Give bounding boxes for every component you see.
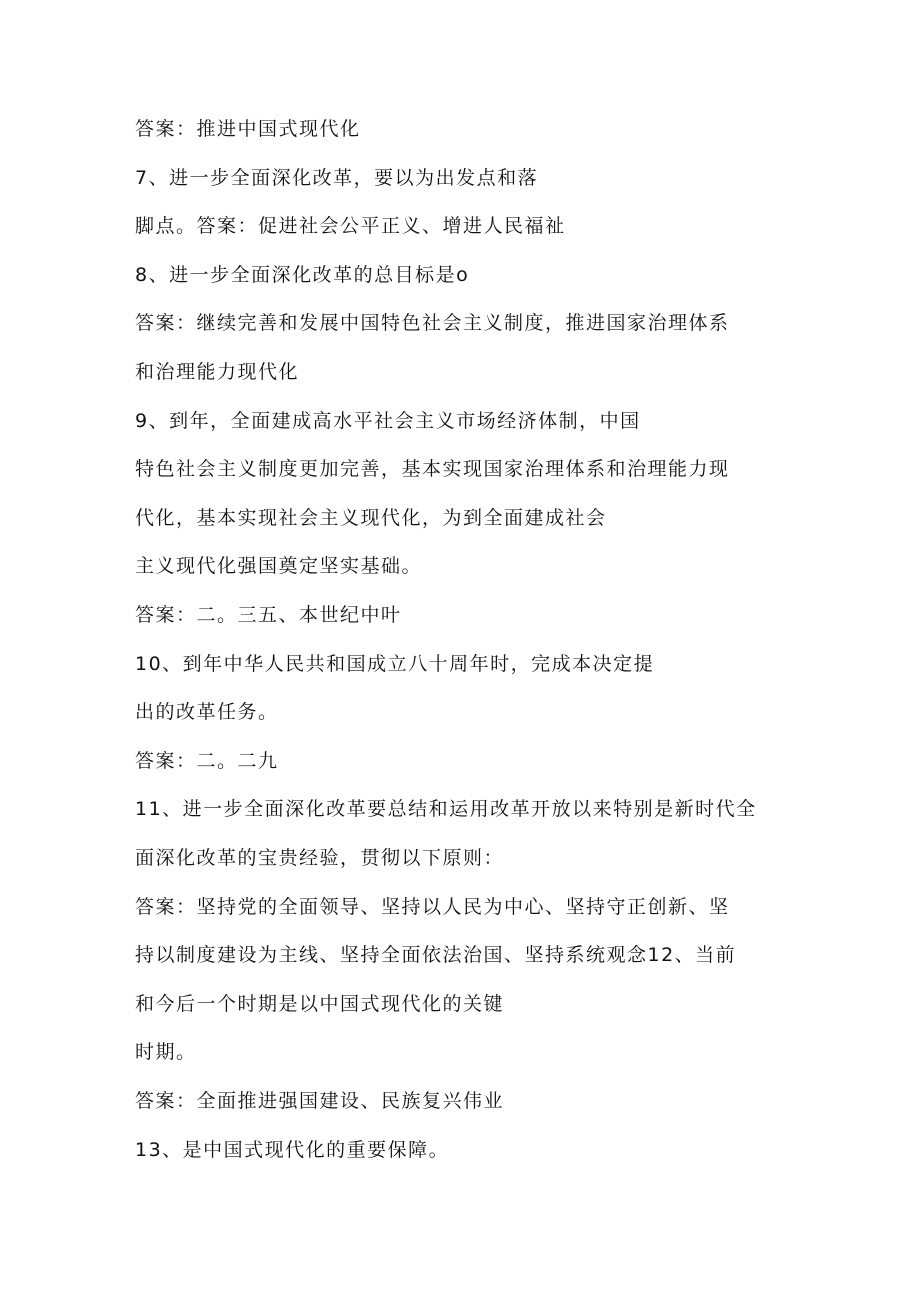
answer-8-cont: 和治理能力现代化 — [135, 361, 300, 383]
question-12-cont: 和今后一个时期是以中国式现代化的关键 — [135, 993, 505, 1015]
question-9-cont-2: 代化，基本实现社会主义现代化，为到全面建成社会 — [135, 507, 607, 529]
question-9: 9、到年，全面建成高水平社会主义市场经济体制，中国 — [135, 410, 641, 432]
question-9-cont-3: 主义现代化强国奠定坚实基础。 — [135, 555, 423, 577]
answer-10: 答案：二。二九 — [135, 750, 279, 772]
question-12-end: 时期。 — [135, 1041, 197, 1063]
question-11-cont: 面深化改革的宝贵经验，贯彻以下原则： — [135, 847, 505, 869]
answer-12: 答案：全面推进强国建设、民族复兴伟业 — [135, 1090, 505, 1112]
question-10-cont: 出的改革任务。 — [135, 701, 279, 723]
answer-11-cont-question-12: 持以制度建设为主线、坚持全面依法治国、坚持系统观念12、当前 — [135, 944, 737, 966]
answer-8: 答案：继续完善和发展中国特色社会主义制度，推进国家治理体系 — [135, 312, 730, 334]
answer-6: 答案：推进中国式现代化 — [135, 118, 361, 140]
question-7-answer: 脚点。答案：促进社会公平正义、增进人民福祉 — [135, 215, 566, 237]
answer-11: 答案：坚持党的全面领导、坚持以人民为中心、坚持守正创新、坚 — [135, 896, 730, 918]
question-8: 8、进一步全面深化改革的总目标是o — [135, 264, 470, 286]
answer-9: 答案：二。三五、本世纪中叶 — [135, 604, 402, 626]
question-10: 10、到年中华人民共和国成立八十周年时，完成本决定提 — [135, 653, 655, 675]
question-9-cont-1: 特色社会主义制度更加完善，基本实现国家治理体系和治理能力现 — [135, 458, 730, 480]
question-7: 7、进一步全面深化改革，要以为出发点和落 — [135, 167, 539, 189]
question-13: 13、是中国式现代化的重要保障。 — [135, 1139, 450, 1161]
question-11: 11、进一步全面深化改革要总结和运用改革开放以来特别是新时代全 — [135, 798, 757, 820]
